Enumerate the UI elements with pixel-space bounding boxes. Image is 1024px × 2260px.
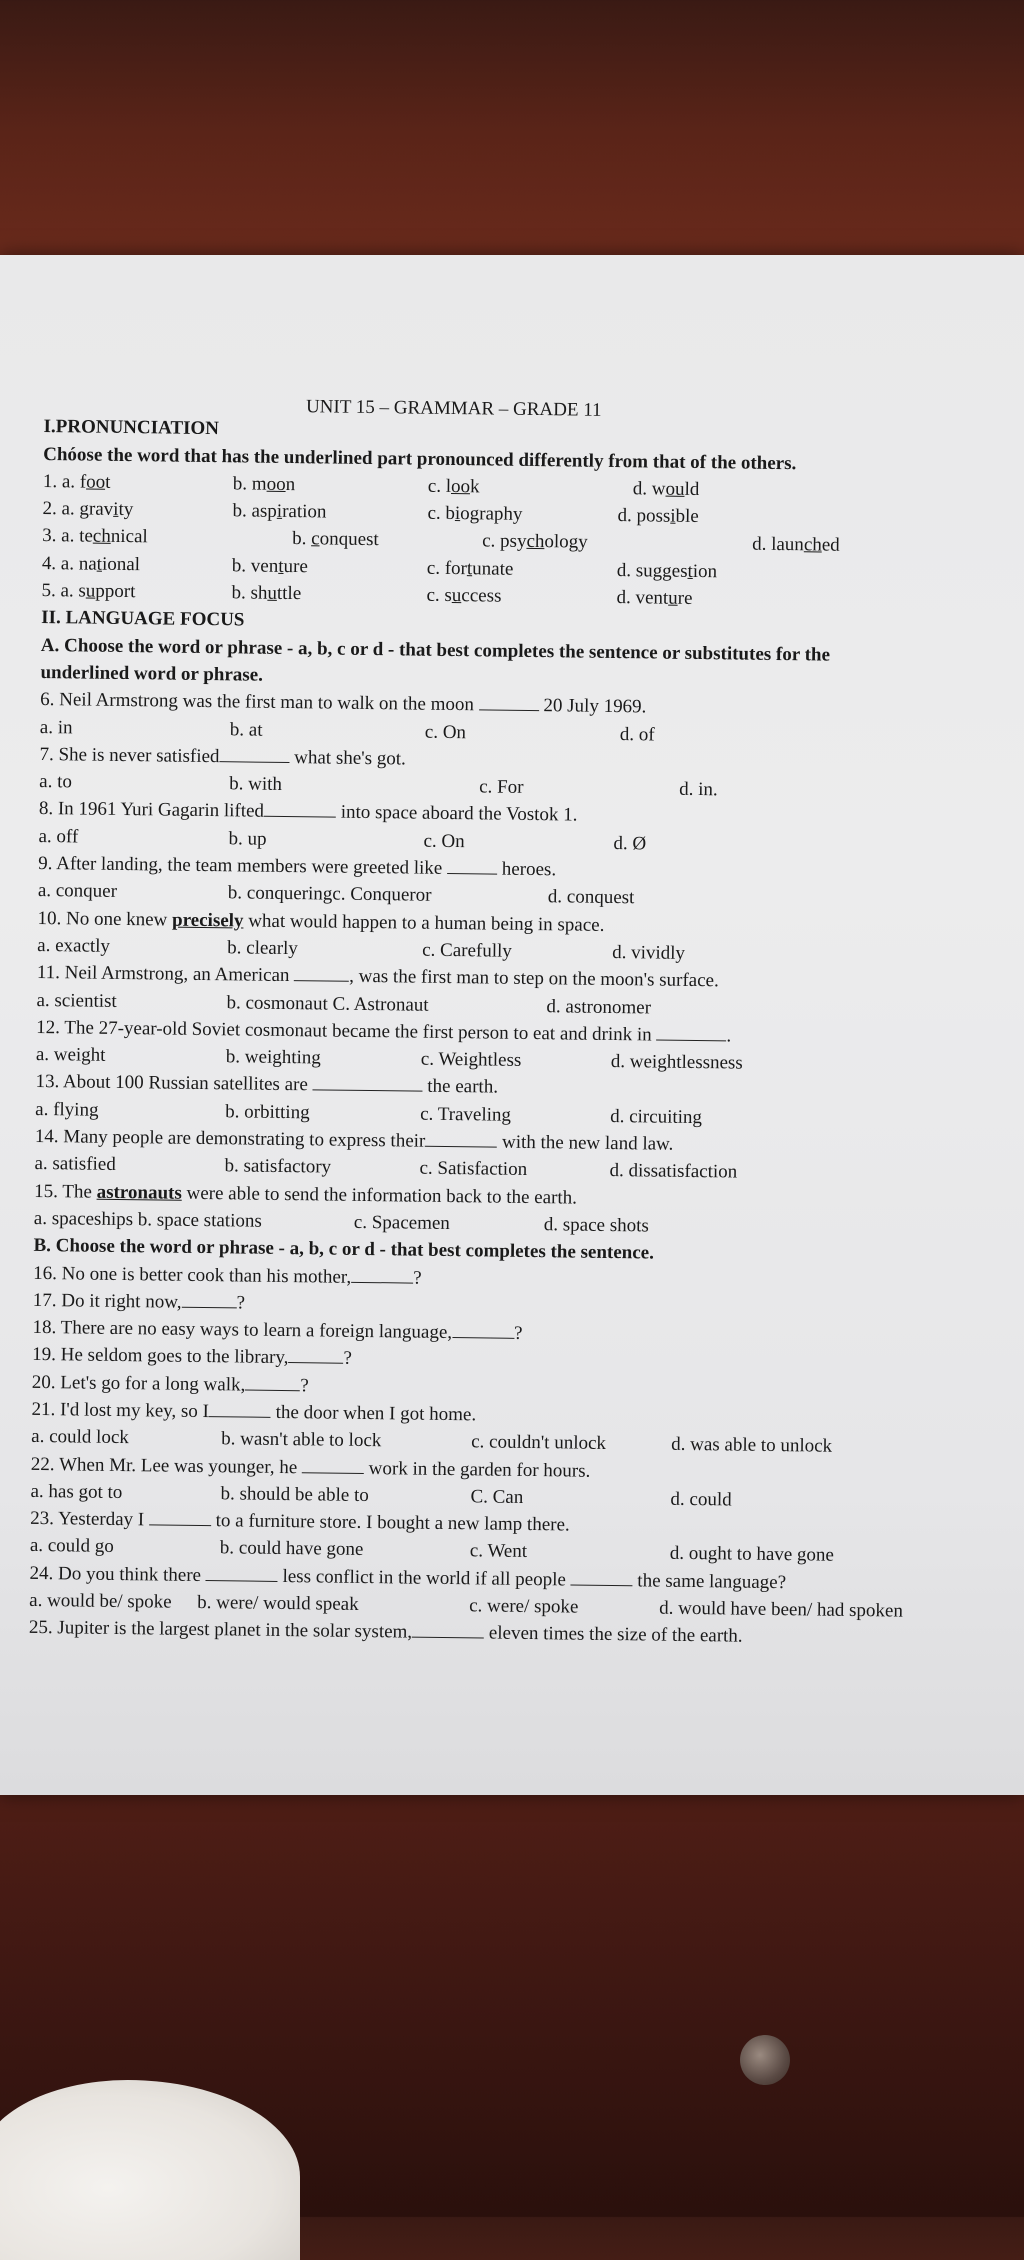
question-text: 14. Many people are demonstrating to express their [34,1125,426,1152]
section-b-instruction: B. Choose the word or phrase - a, b, c or d - that best completes the sentence. [33,1235,655,1264]
option-a[interactable] [42,550,140,578]
answer-blank[interactable] [425,1128,497,1148]
option-text: pport [95,580,136,603]
option-b[interactable] [232,552,308,580]
underlined-part: oo [450,475,471,498]
option-c[interactable]: c. Carefully [422,939,512,962]
option-b[interactable]: b. orbitting [225,1100,310,1124]
question-text: 25. Jupiter is the largest planet in the solar system, [28,1617,413,1643]
underlined-part: oo [266,473,286,495]
answer-blank[interactable] [302,1454,364,1474]
section-heading-language-focus: II. LANGUAGE FOCUS [41,607,245,631]
option-text: c. psy [482,530,527,553]
underlined-word: astronauts [96,1181,182,1204]
option-text: t [105,471,111,493]
option-text: b. ven [231,555,279,577]
underlined-part: c [311,528,320,550]
option-d[interactable]: d. conquest [547,886,635,909]
section-heading-pronunciation: I.PRONUNCIATION [43,416,220,440]
pronunciation-list [41,468,1023,616]
question-text: 23. Yesterday I [30,1508,145,1531]
option-d[interactable]: d. vividly [612,941,686,964]
option-text: ld [684,478,700,500]
worksheet-content [29,390,1024,1654]
option-text: c. for [426,557,468,579]
underlined-word: precisely [171,909,244,932]
option-a[interactable]: a. flying [35,1098,99,1121]
underlined-part: ou [665,478,685,500]
option-d[interactable] [752,531,840,559]
underlined-part: ch [803,534,822,556]
answer-blank[interactable] [571,1566,633,1586]
question-text: were able to send the information back to the earth. [181,1182,578,1209]
option-d[interactable]: d. astronomer [546,995,652,1018]
answer-blank[interactable] [206,1562,278,1582]
question-text: what would happen to a human being in space. [243,910,605,936]
question-text: 17. Do it right now, [32,1289,182,1313]
underlined-part: u [668,587,678,609]
option-a[interactable]: a. exactly [37,934,111,957]
question-text: 13. About 100 Russian satellites are [35,1071,308,1096]
question-text: 24. Do you think there [29,1562,202,1586]
option-c[interactable]: c. On [424,721,467,743]
question-text: 19. He seldom goes to the library, [32,1344,289,1369]
option-b[interactable]: b. should be able to [220,1483,369,1506]
option-d[interactable] [633,475,700,503]
option-text: b. [292,528,312,550]
question-text: 15. The [34,1180,97,1203]
question-text: with the new land law. [501,1131,674,1155]
underlined-part: ch [92,526,111,548]
question-text: the door when I got home. [275,1401,477,1426]
option-b[interactable] [232,498,326,526]
option-c[interactable] [427,500,522,528]
option-text: b. asp [232,500,277,523]
option-a[interactable] [42,495,133,523]
option-c[interactable]: c. Traveling [420,1103,512,1126]
option-b[interactable] [233,470,296,498]
question-text: ? [513,1322,523,1345]
question-text: . [726,1025,732,1047]
option-c[interactable] [426,582,501,610]
option-text: ty [118,499,134,521]
option-text: 3. a. te [42,525,93,548]
option-text: d. sugges [616,559,688,582]
option-text: d. vent [616,587,669,609]
option-c[interactable]: c. On [423,830,465,852]
option-c[interactable]: c. Weightless [420,1048,522,1072]
option-text: c. b [427,502,456,525]
option-text: ure [283,555,308,578]
option-text: re [677,587,693,610]
answer-blank[interactable] [447,855,497,875]
answer-blank[interactable] [656,1021,726,1041]
option-c[interactable]: c. Satisfaction [419,1157,528,1181]
question-text: work in the garden for hours. [368,1457,591,1482]
option-d[interactable]: d. in. [679,778,718,801]
option-a[interactable]: a. in [39,716,73,738]
option-text: 5. a. s [41,580,87,602]
answer-blank[interactable] [219,743,289,763]
answer-blank[interactable] [245,1371,300,1391]
option-text: d. w [632,478,666,500]
question-text: ? [413,1267,422,1289]
option-b[interactable]: b. could have gone [219,1537,364,1561]
option-c[interactable]: c. couldn't unlock [471,1431,607,1455]
underlined-part: i [113,499,119,521]
option-a-b[interactable]: a. spaceships b. space stations [33,1207,262,1232]
option-b[interactable]: b. up [228,828,267,850]
question-text: 20. Let's go for a long walk, [31,1371,246,1396]
option-b[interactable] [292,526,379,554]
answer-blank[interactable] [294,962,349,982]
option-c[interactable]: c. were/ spoke [469,1595,579,1618]
option-text: onquest [319,528,379,551]
question-text: , was the first man to step on the moon's surface. [349,966,719,992]
option-text: d. poss [617,505,671,527]
question-text: 6. Neil Armstrong was the first man to walk on the moon [40,689,475,716]
option-b[interactable] [231,579,301,607]
answer-blank[interactable] [181,1289,236,1309]
option-text: 1. a. f [42,470,87,493]
option-b[interactable]: b. satisfactory [224,1155,332,1178]
option-c[interactable]: c. For [479,776,524,799]
answer-blank[interactable] [412,1619,484,1639]
question-text: to a furniture store. I bought a new lamp there. [215,1510,570,1536]
underlined-part: t [466,557,473,580]
option-text: ration [282,501,327,523]
option-c[interactable]: c. Went [469,1540,528,1563]
option-text: nical [110,526,148,548]
option-text: ble [675,505,699,528]
option-a[interactable]: a. scientist [36,989,117,1012]
option-text: c. s [426,584,452,607]
answer-blank[interactable] [264,798,336,818]
option-text: d. laun [752,534,805,556]
underlined-part: t [96,553,103,575]
option-d[interactable]: d. of [619,723,655,746]
option-text: ttle [276,582,302,605]
option-a[interactable]: a. weight [35,1044,106,1066]
table-knob [740,2035,790,2085]
section-a-instruction-line2: underlined word or phrase. [40,661,264,686]
question-text: ? [300,1374,309,1396]
option-d[interactable]: d. weightlessness [610,1051,743,1074]
option-b[interactable]: b. at [229,718,263,741]
option-b[interactable]: b. conqueringc. Conqueror [227,882,432,907]
question-text: 22. When Mr. Lee was younger, he [30,1453,298,1478]
option-c[interactable] [482,528,588,557]
underlined-part: t [278,555,284,577]
option-b[interactable]: b. were/ would speak [197,1592,359,1615]
question-text: 9. After landing, the team members were greeted like [38,853,443,879]
question-text: into space aboard the Vostok 1. [340,802,578,827]
option-text: k [469,476,480,498]
question-text: the earth. [427,1076,499,1099]
option-text: c. l [427,475,452,497]
option-b[interactable]: b. clearly [227,937,299,960]
option-d[interactable] [616,584,692,612]
option-b[interactable]: b. weighting [225,1046,321,1069]
underlined-part: ch [526,531,545,553]
answer-blank[interactable] [288,1344,343,1364]
option-d[interactable] [617,557,718,586]
option-a[interactable] [42,522,148,551]
option-b[interactable]: b. with [229,773,283,796]
option-a[interactable] [43,468,111,496]
underlined-part: oo [86,471,106,493]
question-text: heroes. [501,858,557,881]
question-text: what she's got. [294,746,406,770]
underlined-part: u [451,585,462,607]
option-a[interactable]: a. has got to [30,1480,123,1503]
option-text: unate [472,558,514,580]
question-text: eleven times the size of the earth. [488,1622,743,1647]
option-a[interactable]: a. to [39,771,73,793]
page-title: UNIT 15 – GRAMMAR – GRADE 11 [305,396,602,421]
answer-blank[interactable] [209,1398,271,1418]
question-text: 8. In 1961 Yuri Gagarin lifted [38,798,265,823]
option-text: b. sh [231,582,268,604]
option-c[interactable]: c. Spacemen [353,1211,450,1234]
option-b[interactable]: b. wasn't able to lock [221,1428,382,1452]
question-text: ? [236,1292,246,1314]
underlined-part: i [454,503,461,525]
underlined-part: i [670,505,676,527]
option-text: 4. a. na [41,552,97,575]
question-text: the same language? [637,1570,787,1593]
option-text: 2. a. grav [42,498,114,521]
option-d[interactable]: d. circuiting [610,1105,703,1128]
underlined-part: u [85,580,96,602]
option-text: ion [692,560,718,583]
answer-blank[interactable] [149,1507,211,1527]
option-text: b. m [232,473,267,495]
question-text: ? [343,1348,353,1370]
option-a[interactable]: a. would be/ spoke [29,1589,172,1613]
option-text: ology [544,531,588,554]
option-a[interactable]: a. could go [29,1535,114,1558]
question-text: 18. There are no easy ways to learn a foreign language, [32,1317,453,1344]
answer-blank[interactable] [479,692,539,712]
option-text: ed [821,534,840,557]
white-cloth [0,2080,300,2260]
option-text: ography [460,503,523,526]
answer-blank[interactable] [351,1263,413,1283]
option-a[interactable]: a. off [38,825,79,848]
option-d[interactable]: d. could [670,1488,732,1511]
option-a[interactable]: a. could lock [31,1426,129,1449]
question-text: 12. The 27-year-old Soviet cosmonaut became the first person to eat and drink in [36,1016,652,1046]
option-text: ional [101,553,141,575]
answer-blank[interactable] [452,1319,514,1339]
option-a[interactable]: a. satisfied [34,1153,116,1176]
question-text: 16. No one is better cook than his mother, [33,1262,352,1288]
option-text: n [285,473,296,495]
underlined-part: u [267,582,278,604]
underlined-part: t [687,560,693,582]
option-d[interactable]: d. ought to have gone [669,1543,835,1567]
option-d[interactable]: d. space shots [543,1214,649,1237]
question-text: 11. Neil Armstrong, an American [36,962,290,987]
answer-blank[interactable] [313,1072,423,1092]
option-d[interactable]: d. would have been/ had spoken [659,1597,904,1622]
option-d[interactable]: d. was able to unlock [671,1434,833,1457]
option-d[interactable]: d. Ø [613,832,647,855]
pronunciation-instruction: Chóose the word that has the underlined part pronounced differently from that of the others. [43,443,797,474]
section-a-instruction-line1: A. Choose the word or phrase - a, b, c or d - that best completes the sentence or substitutes for the [40,634,831,666]
option-text: ccess [461,585,502,607]
option-a[interactable] [41,577,135,605]
option-c[interactable] [428,473,480,501]
question-text: 20 July 1969. [543,695,647,718]
question-text: 21. I'd lost my key, so I [31,1398,210,1423]
option-d[interactable]: d. dissatisfaction [609,1160,738,1183]
option-d[interactable] [617,502,699,530]
question-text: 10. No one knew [37,907,173,931]
question-text: 7. She is never satisfied [39,743,220,768]
option-b[interactable]: b. cosmonaut C. Astronaut [226,991,429,1016]
option-a[interactable]: a. conquer [37,880,118,903]
option-c[interactable] [427,554,514,582]
underlined-part: i [276,501,283,523]
option-c[interactable]: C. Can [470,1486,524,1508]
question-text: less conflict in the world if all people [282,1565,566,1591]
